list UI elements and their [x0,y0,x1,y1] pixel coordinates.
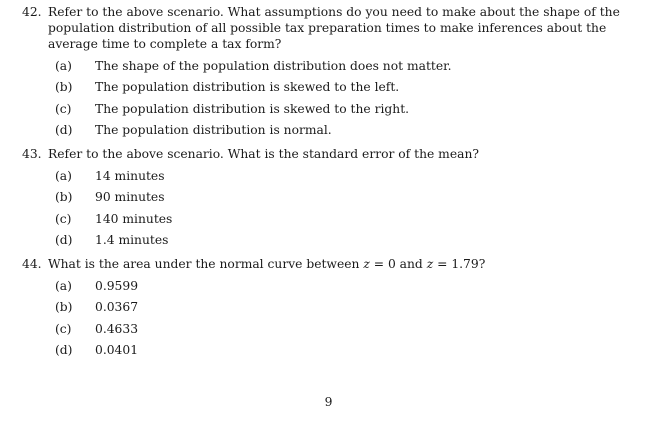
answer-options [55,166,642,251]
math-variable: z [363,257,370,271]
option-label: (d) [55,122,73,137]
question-text-part: = 1.79? [433,257,486,271]
answer-option [55,166,642,187]
question-text [48,256,642,272]
option-label: (c) [55,321,72,336]
option-text: The population distribution is skewed to the right. [95,101,410,116]
option-label: (d) [55,342,73,357]
answer-option [55,276,642,297]
question-44-header [22,256,642,272]
question-43-header [22,146,642,162]
option-text: 140 minutes [95,211,173,226]
question-42 [22,4,642,141]
question-text-part: = 0 and [369,257,427,271]
page-number: 9 [324,395,333,409]
answer-option [55,99,642,120]
option-text: 0.9599 [95,279,139,293]
question-42-header [22,4,642,52]
option-text: 0.4633 [95,321,139,336]
answer-option [55,187,642,208]
option-label: (c) [55,101,72,116]
answer-option [55,340,642,361]
question-44 [22,256,642,361]
question-text: Refer to the above scenario. What assumptions do you need to make about the shape of the population distribution of all possible tax preparation times to make inferences about the average time to complete a tax form? [48,5,620,51]
option-label: (a) [55,279,72,293]
question-text-part: What is the area under the normal curve between [48,257,364,271]
option-text: The population distribution is skewed to the left. [95,80,400,95]
option-label: (a) [55,59,72,73]
option-text: The shape of the population distribution does not matter. [95,59,452,73]
question-number: 43. [22,147,42,161]
option-text: 0.0367 [95,300,139,315]
answer-option [55,120,642,141]
answer-option [55,56,642,77]
option-text: 0.0401 [95,342,139,357]
question-text: Refer to the above scenario. What is the standard error of the mean? [48,147,479,161]
answer-option [55,77,642,98]
answer-option [55,297,642,318]
option-label: (a) [55,169,72,183]
option-text: 1.4 minutes [95,232,169,247]
answer-option [55,230,642,251]
option-label: (b) [55,80,73,95]
option-label: (d) [55,232,73,247]
option-text: 14 minutes [95,169,165,183]
question-43 [22,146,642,251]
option-text: 90 minutes [95,190,165,205]
option-label: (c) [55,211,72,226]
option-label: (b) [55,190,73,205]
math-variable: z [426,257,434,271]
option-label: (b) [55,300,73,315]
answer-options [55,56,642,141]
question-number: 44. [22,257,42,271]
question-number: 42. [22,5,42,19]
answer-options [55,276,642,361]
answer-option [55,209,642,230]
answer-option [55,319,642,340]
option-text: The population distribution is normal. [95,122,332,137]
